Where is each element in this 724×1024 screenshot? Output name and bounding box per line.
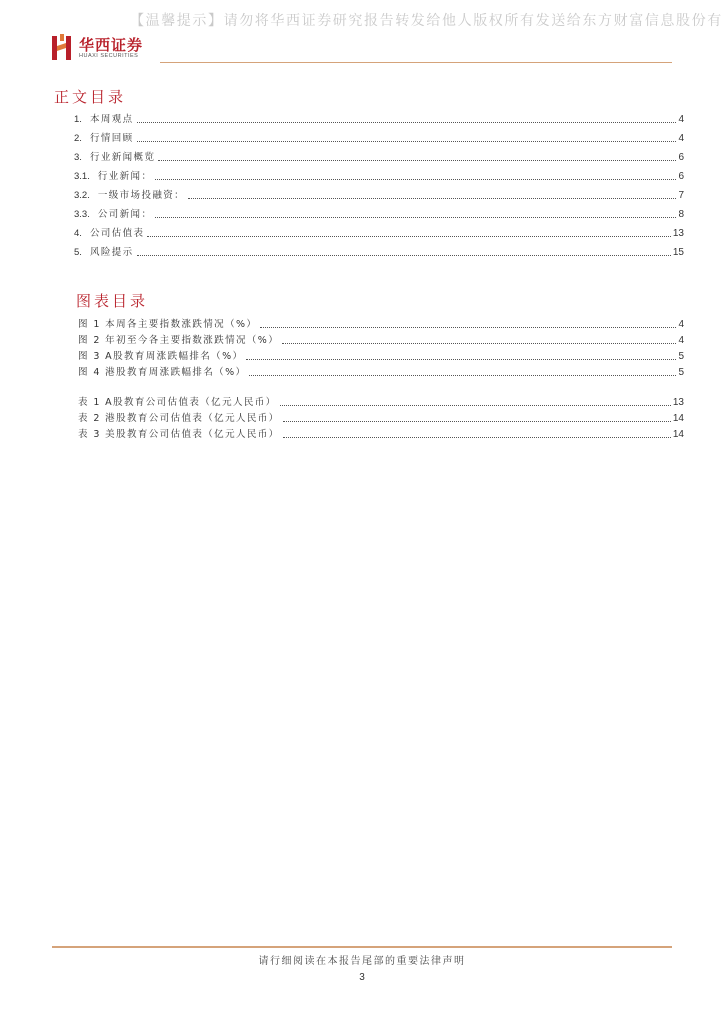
table-entry[interactable] (78, 393, 684, 409)
page-number: 3 (359, 972, 365, 983)
toc-entry-page: 7 (678, 190, 684, 201)
header-divider (160, 62, 672, 63)
toc-entry[interactable] (74, 243, 684, 259)
toc-entry-label: 本周观点 (89, 114, 134, 125)
toc-entry-page: 8 (678, 209, 684, 220)
toc-entry-number: 3.3. (74, 209, 90, 220)
table-entry-label: 表 1 A股教育公司估值表（亿元人民币） (78, 397, 277, 408)
toc-leader-dots (188, 198, 676, 199)
toc-leader-dots (155, 179, 676, 180)
toc-leader-dots (155, 217, 676, 218)
figure-leader-dots (282, 343, 676, 344)
toc-leader-dots (147, 236, 670, 237)
toc-entry-number: 5. (74, 247, 82, 258)
toc-entry[interactable] (74, 129, 684, 145)
toc-entry-page: 13 (672, 228, 684, 239)
logo-chinese-name: 华西证券 (79, 36, 144, 54)
toc-entry-page: 4 (678, 133, 684, 144)
toc-entry-number: 1. (74, 114, 82, 125)
toc-entry-label: 公司估值表 (89, 228, 145, 239)
figure-entry-label: 图 2 年初至今各主要指数涨跌情况（%） (78, 335, 280, 346)
toc-leader-dots (137, 122, 677, 123)
company-logo (52, 34, 172, 64)
toc-entry-page: 6 (678, 152, 684, 163)
figure-entry[interactable] (78, 363, 684, 379)
toc-entry[interactable] (74, 186, 684, 202)
figure-entry[interactable] (78, 315, 684, 331)
watermark-text: 【温馨提示】请勿将华西证券研究报告转发给他人版权所有发送给东方财富信息股份有 (130, 13, 723, 29)
toc-entry[interactable] (74, 148, 684, 164)
figure-entry-page: 5 (678, 367, 684, 378)
figure-entry-page: 5 (678, 351, 684, 362)
table-entry[interactable] (78, 409, 684, 425)
footer-divider (52, 946, 672, 948)
table-leader-dots (280, 405, 671, 406)
toc-entry-number: 3.1. (74, 171, 90, 182)
toc-entry-label: 行情回顾 (89, 133, 134, 144)
toc-entry[interactable] (74, 205, 684, 221)
toc-leader-dots (137, 255, 671, 256)
toc-entry-label: 公司新闻： (97, 209, 153, 220)
toc-entry-page: 15 (672, 247, 684, 258)
figure-entry-page: 4 (678, 319, 684, 330)
figure-entry[interactable] (78, 331, 684, 347)
toc-entry-page: 6 (678, 171, 684, 182)
toc-leader-dots (158, 160, 676, 161)
figure-entry[interactable] (78, 347, 684, 363)
toc-entry-number: 2. (74, 133, 82, 144)
figure-entry-label: 图 4 港股教育周涨跌幅排名（%） (78, 367, 247, 378)
toc-entry-label: 行业新闻概览 (89, 152, 156, 163)
figure-leader-dots (249, 375, 676, 376)
figure-entry-label: 图 1 本周各主要指数涨跌情况（%） (78, 319, 258, 330)
table-entry-label: 表 3 美股教育公司估值表（亿元人民币） (78, 429, 280, 440)
figure-leader-dots (260, 327, 676, 328)
table-entry-page: 14 (672, 413, 684, 424)
legal-notice: 请行细阅读在本报告尾部的重要法律声明 (258, 956, 466, 967)
logo-english-name: HUAXI SECURITIES (79, 53, 139, 59)
figure-leader-dots (246, 359, 676, 360)
figures-title: 图表目录 (76, 292, 149, 310)
huaxi-logo-icon (52, 34, 72, 60)
table-leader-dots (283, 421, 671, 422)
toc-entry[interactable] (74, 167, 684, 183)
toc-leader-dots (137, 141, 677, 142)
table-leader-dots (283, 437, 671, 438)
table-entry-page: 14 (672, 429, 684, 440)
toc-entry[interactable] (74, 110, 684, 126)
toc-entry-number: 4. (74, 228, 82, 239)
toc-title: 正文目录 (54, 88, 127, 106)
toc-entry-number: 3.2. (74, 190, 90, 201)
figure-entry-page: 4 (678, 335, 684, 346)
toc-entry[interactable] (74, 224, 684, 240)
toc-entry-label: 行业新闻： (97, 171, 153, 182)
table-entry[interactable] (78, 425, 684, 441)
toc-entry-label: 一级市场投融资： (97, 190, 186, 201)
toc-entry-number: 3. (74, 152, 82, 163)
figure-entry-label: 图 3 A股教育周涨跌幅排名（%） (78, 351, 244, 362)
table-entry-page: 13 (672, 397, 684, 408)
toc-entry-page: 4 (678, 114, 684, 125)
table-entry-label: 表 2 港股教育公司估值表（亿元人民币） (78, 413, 280, 424)
toc-entry-label: 风险提示 (89, 247, 134, 258)
